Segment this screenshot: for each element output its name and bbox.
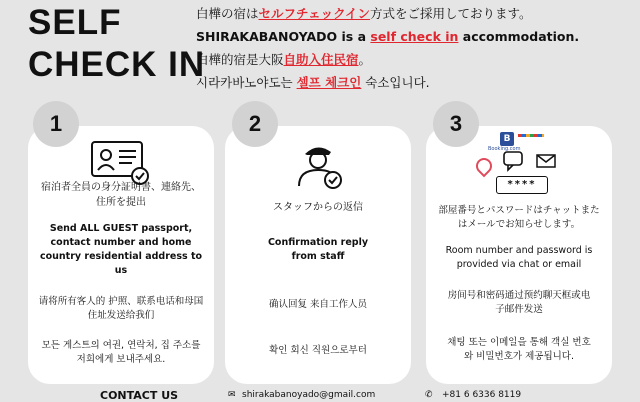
agoda-logo-icon [518,134,544,137]
intro-chinese-highlight: 自助入住民宿 [283,52,359,67]
booking-logo-icon: B [500,132,514,146]
intro-text [196,2,636,94]
step-2-korean: 확인 회신 직원으로부터 [269,345,367,356]
step-badge-2: 2 [232,101,278,147]
intro-korean: 시라카바노야도는 셀프 체크인 숙소입니다. [196,75,430,90]
password-field-icon: **** [496,176,548,194]
booking-logo-text: Booking.com [488,146,521,152]
step-3-chinese: 房间号和密码通过预约聊天框或电子邮件发送 [447,290,591,315]
page-title [28,2,205,86]
step-1-korean: 모든 게스트의 여권, 연락처, 집 주소를 저희에게 보내주세요. [41,340,201,365]
step-2-chinese: 确认回复 来自工作人员 [268,299,368,310]
title-line-2: CHECK IN [28,45,206,84]
step-2-english: Confirmation reply from staff [267,237,369,262]
step-3-korean: 채팅 또는 이메일을 통해 객실 번호와 비밀번호가 제공됩니다. [447,337,591,362]
step-1-japanese: 宿泊者全員の身分証明書、連絡先、住所を提出 [41,182,201,208]
contact-heading: CONTACT US [100,389,179,402]
intro-english-highlight: self check in [370,29,459,44]
intro-english: SHIRAKABANOYADO is a self check in accommodation. [196,29,580,44]
intro-korean-highlight: 셀프 체크인 [296,75,362,90]
step-card-3 [426,126,612,384]
step-1-english: Send ALL GUEST passport, contact number and home country residential address to us [39,223,203,276]
intro-japanese-highlight: セルフチェックイン [258,6,371,21]
contact-email[interactable]: shirakabanoyado@gmail.com [242,390,376,400]
airbnb-logo-icon [473,155,496,178]
step-2-japanese: スタッフからの返信 [273,202,363,213]
staff-check-icon [293,142,345,190]
step-3-english: Room number and password is provided via chat or email [445,245,593,270]
step-badge-1: 1 [33,101,79,147]
password-chat-icon [466,128,576,198]
phone-icon: ✆ [425,390,433,400]
step-card-1 [28,126,214,384]
email-icon: ✉ [228,390,236,400]
chat-icon [502,150,524,172]
step-3-japanese: 部屋番号とパスワードはチャットまたはメールでお知らせします。 [438,205,600,230]
intro-japanese: 白樺の宿はセルフチェックイン方式をご採用しております。 [196,6,532,21]
step-badge-3: 3 [433,101,479,147]
contact-phone[interactable]: +81 6 6336 8119 [442,390,522,400]
step-1-chinese: 请将所有客人的 护照、联系电话和母国住址发送给我们 [38,296,204,321]
step-card-2 [225,126,411,384]
title-line-1: SELF [28,3,122,42]
email-icon [536,154,556,168]
intro-chinese: 白樺的宿是大阪自助入住民宿。 [196,52,372,67]
